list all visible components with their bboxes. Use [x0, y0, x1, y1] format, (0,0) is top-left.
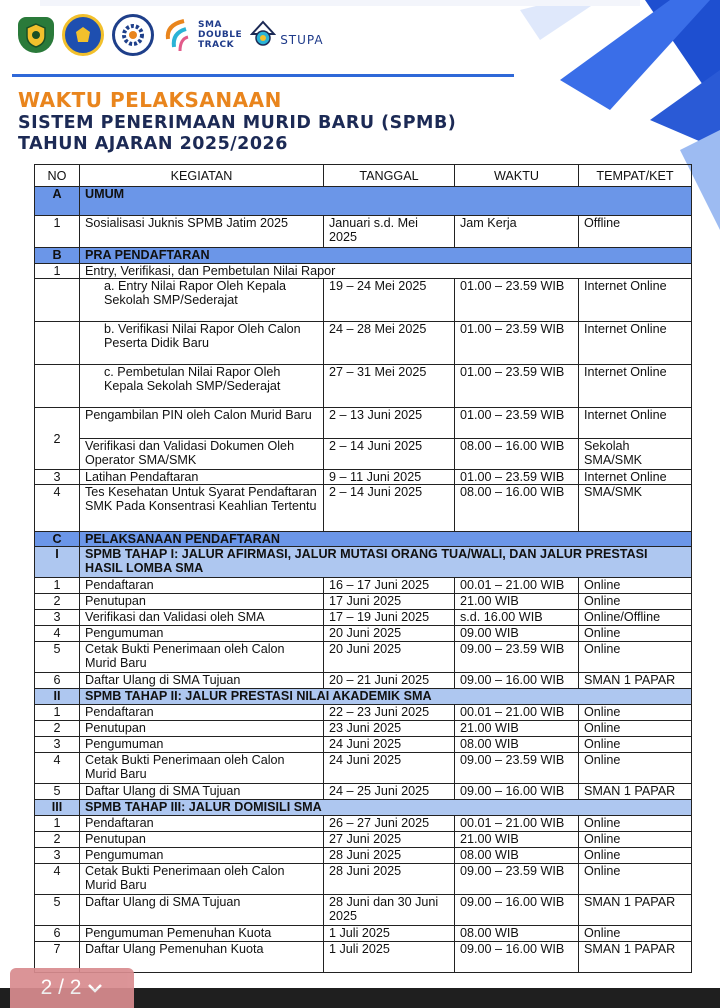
schedule-table [34, 164, 692, 973]
date-cell: 16 – 17 Juni 2025 [324, 578, 455, 594]
activity-cell: Daftar Ulang Pemenuhan Kuota [80, 942, 324, 973]
place-cell: Online [579, 705, 692, 721]
date-cell: 24 Juni 2025 [324, 737, 455, 753]
gear-crest-icon [112, 14, 154, 56]
place-cell: Internet Online [579, 365, 692, 408]
date-cell: 20 – 21 Juni 2025 [324, 673, 455, 689]
section-label: SPMB TAHAP I: JALUR AFIRMASI, JALUR MUTASI ORANG TUA/WALI, DAN JALUR PRESTASI HASIL LOMBA SMA [80, 547, 692, 578]
date-cell: 1 Juli 2025 [324, 942, 455, 973]
table-row [35, 832, 692, 848]
place-cell: Internet Online [579, 279, 692, 322]
activity-cell: Pendaftaran [80, 705, 324, 721]
row-number: 2 [35, 832, 80, 848]
time-cell: 01.00 – 23.59 WIB [455, 322, 579, 365]
place-cell: Online [579, 578, 692, 594]
title-line-2: SISTEM PENERIMAAN MURID BARU (SPMB) [18, 113, 457, 133]
table-row [35, 737, 692, 753]
row-number: II [35, 689, 80, 705]
date-cell: 1 Juli 2025 [324, 926, 455, 942]
section-label: SPMB TAHAP III: JALUR DOMISILI SMA [80, 800, 692, 816]
row-number: 5 [35, 642, 80, 673]
time-cell: 01.00 – 23.59 WIB [455, 470, 579, 485]
activity-cell: Tes Kesehatan Untuk Syarat Pendaftaran SMK Pada Konsentrasi Keahlian Tertentu [80, 485, 324, 532]
activity-cell: Cetak Bukti Penerimaan oleh Calon Murid Baru [80, 864, 324, 895]
place-cell: Internet Online [579, 322, 692, 365]
row-number: 1 [35, 216, 80, 248]
activity-cell: Cetak Bukti Penerimaan oleh Calon Murid Baru [80, 642, 324, 673]
header-divider [12, 74, 514, 77]
activity-cell: Verifikasi dan Validasi oleh SMA [80, 610, 324, 626]
date-cell: 28 Juni dan 30 Juni 2025 [324, 895, 455, 926]
time-cell: 21.00 WIB [455, 832, 579, 848]
place-cell: Online [579, 721, 692, 737]
time-cell: 09.00 – 23.59 WIB [455, 642, 579, 673]
table-row [35, 864, 692, 895]
row-number: 3 [35, 470, 80, 485]
time-cell: 01.00 – 23.59 WIB [455, 365, 579, 408]
stupa-logo-icon [250, 20, 276, 50]
row-number: 2 [35, 721, 80, 737]
date-cell: 26 – 27 Juni 2025 [324, 816, 455, 832]
row-number: 3 [35, 610, 80, 626]
table-row [35, 673, 692, 689]
date-cell: 2 – 13 Juni 2025 [324, 408, 455, 439]
table-row [35, 848, 692, 864]
activity-cell: Daftar Ulang di SMA Tujuan [80, 895, 324, 926]
row-number: A [35, 187, 80, 216]
table-row [35, 784, 692, 800]
date-cell: 19 – 24 Mei 2025 [324, 279, 455, 322]
header-tanggal: TANGGAL [324, 165, 455, 187]
place-cell: Online [579, 737, 692, 753]
table-row [35, 485, 692, 532]
activity-cell: b. Verifikasi Nilai Rapor Oleh Calon Peserta Didik Baru [80, 322, 324, 365]
row-number: 1 [35, 816, 80, 832]
activity-cell: c. Pembetulan Nilai Rapor Oleh Kepala Sekolah SMP/Sederajat [80, 365, 324, 408]
place-cell: SMA/SMK [579, 485, 692, 532]
logo-row [18, 14, 324, 56]
place-cell: SMAN 1 PAPAR [579, 942, 692, 973]
row-number: C [35, 532, 80, 547]
place-cell: Online [579, 926, 692, 942]
chevron-down-icon[interactable] [87, 982, 103, 994]
activity-cell: Cetak Bukti Penerimaan oleh Calon Murid Baru [80, 753, 324, 784]
top-strip [40, 0, 640, 6]
time-cell: 08.00 WIB [455, 848, 579, 864]
row-number: 5 [35, 784, 80, 800]
header-kegiatan: KEGIATAN [80, 165, 324, 187]
activity-cell: Pengambilan PIN oleh Calon Murid Baru [80, 408, 324, 439]
section-row [35, 532, 692, 547]
place-cell: Online [579, 864, 692, 895]
place-cell: SMAN 1 PAPAR [579, 895, 692, 926]
row-number [35, 322, 80, 365]
time-cell: 08.00 WIB [455, 926, 579, 942]
place-cell: Offline [579, 216, 692, 248]
time-cell: 08.00 WIB [455, 737, 579, 753]
time-cell: 09.00 – 16.00 WIB [455, 942, 579, 973]
activity-cell: Penutupan [80, 594, 324, 610]
date-cell: 27 Juni 2025 [324, 832, 455, 848]
row-number: 3 [35, 737, 80, 753]
row-number: 4 [35, 626, 80, 642]
date-cell: 24 Juni 2025 [324, 753, 455, 784]
jatim-crest-icon [18, 17, 54, 53]
section-row [35, 248, 692, 264]
row-number: 4 [35, 485, 80, 532]
section-label: PELAKSANAAN PENDAFTARAN [80, 532, 692, 547]
row-number: 5 [35, 895, 80, 926]
row-number: B [35, 248, 80, 264]
activity-cell: Pengumuman [80, 626, 324, 642]
section-label: UMUM [80, 187, 692, 216]
activity-cell: Latihan Pendaftaran [80, 470, 324, 485]
row-number: 3 [35, 848, 80, 864]
time-cell: 01.00 – 23.59 WIB [455, 279, 579, 322]
row-number: 6 [35, 926, 80, 942]
table-row [35, 816, 692, 832]
row-number: I [35, 547, 80, 578]
activity-cell: a. Entry Nilai Rapor Oleh Kepala Sekolah SMP/Sederajat [80, 279, 324, 322]
place-cell: Internet Online [579, 408, 692, 439]
table-row [35, 578, 692, 594]
row-number: 2 [35, 594, 80, 610]
place-cell: Internet Online [579, 470, 692, 485]
date-cell: 28 Juni 2025 [324, 864, 455, 895]
time-cell: 09.00 – 16.00 WIB [455, 673, 579, 689]
section-row [35, 187, 692, 216]
place-cell: Online/Offline [579, 610, 692, 626]
table-row [35, 942, 692, 973]
time-cell: 09.00 WIB [455, 626, 579, 642]
title-line-3: TAHUN AJARAN 2025/2026 [18, 134, 288, 154]
section-label: SPMB TAHAP II: JALUR PRESTASI NILAI AKADEMIK SMA [80, 689, 692, 705]
date-cell: 22 – 23 Juni 2025 [324, 705, 455, 721]
time-cell: 08.00 – 16.00 WIB [455, 485, 579, 532]
time-cell: s.d. 16.00 WIB [455, 610, 579, 626]
time-cell: 00.01 – 21.00 WIB [455, 816, 579, 832]
header-waktu: WAKTU [455, 165, 579, 187]
place-cell: SMAN 1 PAPAR [579, 784, 692, 800]
table-row [35, 264, 692, 279]
time-cell: 09.00 – 16.00 WIB [455, 895, 579, 926]
time-cell: Jam Kerja [455, 216, 579, 248]
activity-cell: Daftar Ulang di SMA Tujuan [80, 784, 324, 800]
header-no: NO [35, 165, 80, 187]
header-tempat: TEMPAT/KET [579, 165, 692, 187]
double-track-label: SMA DOUBLE TRACK [198, 20, 243, 50]
row-number: 1 [35, 578, 80, 594]
time-cell: 09.00 – 16.00 WIB [455, 784, 579, 800]
time-cell: 21.00 WIB [455, 594, 579, 610]
activity-cell: Penutupan [80, 721, 324, 737]
section-label: PRA PENDAFTARAN [80, 248, 692, 264]
time-cell: 09.00 – 23.59 WIB [455, 864, 579, 895]
table-row [35, 705, 692, 721]
date-cell: 20 Juni 2025 [324, 626, 455, 642]
stupa-label: STUPA [280, 33, 324, 47]
time-cell: 00.01 – 21.00 WIB [455, 705, 579, 721]
double-track-icon [162, 17, 190, 53]
time-cell: 21.00 WIB [455, 721, 579, 737]
row-number: 7 [35, 942, 80, 973]
date-cell: 2 – 14 Juni 2025 [324, 485, 455, 532]
row-number: 1 [35, 264, 80, 279]
date-cell: 17 – 19 Juni 2025 [324, 610, 455, 626]
table-row [35, 753, 692, 784]
date-cell: 23 Juni 2025 [324, 721, 455, 737]
activity-cell: Verifikasi dan Validasi Dokumen Oleh Operator SMA/SMK [80, 439, 324, 470]
table-row [35, 642, 692, 673]
place-cell: Online [579, 626, 692, 642]
date-cell: 27 – 31 Mei 2025 [324, 365, 455, 408]
date-cell: 9 – 11 Juni 2025 [324, 470, 455, 485]
time-cell: 00.01 – 21.00 WIB [455, 578, 579, 594]
activity-cell: Daftar Ulang di SMA Tujuan [80, 673, 324, 689]
row-number [35, 279, 80, 322]
row-number: 6 [35, 673, 80, 689]
row-number [35, 365, 80, 408]
date-cell: 24 – 28 Mei 2025 [324, 322, 455, 365]
row-number: 4 [35, 864, 80, 895]
date-cell: 28 Juni 2025 [324, 848, 455, 864]
place-cell: Online [579, 594, 692, 610]
place-cell: SMAN 1 PAPAR [579, 673, 692, 689]
school-crest-icon [62, 14, 104, 56]
row-number: 1 [35, 705, 80, 721]
activity-cell: Penutupan [80, 832, 324, 848]
date-cell: 2 – 14 Juni 2025 [324, 439, 455, 470]
date-cell: 24 – 25 Juni 2025 [324, 784, 455, 800]
time-cell: 09.00 – 23.59 WIB [455, 753, 579, 784]
place-cell: Online [579, 848, 692, 864]
activity-cell: Sosialisasi Juknis SPMB Jatim 2025 [80, 216, 324, 248]
place-cell: Online [579, 642, 692, 673]
table-row [35, 626, 692, 642]
activity-cell: Pengumuman [80, 848, 324, 864]
table-row [35, 470, 692, 485]
page-indicator-text: 2 / 2 [40, 976, 82, 999]
table-row [35, 365, 692, 408]
table-row [35, 408, 692, 439]
table-row [35, 610, 692, 626]
date-cell: 17 Juni 2025 [324, 594, 455, 610]
table-header-row [35, 165, 692, 187]
title-line-1: WAKTU PELAKSANAAN [18, 88, 282, 112]
activity-cell: Pengumuman Pemenuhan Kuota [80, 926, 324, 942]
table-row [35, 439, 692, 470]
place-cell: Online [579, 832, 692, 848]
activity-cell: Pendaftaran [80, 578, 324, 594]
table-row [35, 721, 692, 737]
page-indicator[interactable] [10, 968, 134, 1008]
table-row [35, 594, 692, 610]
date-cell: 20 Juni 2025 [324, 642, 455, 673]
table-body [35, 187, 692, 973]
table-row [35, 322, 692, 365]
row-number: 4 [35, 753, 80, 784]
row-number: III [35, 800, 80, 816]
date-cell: Januari s.d. Mei 2025 [324, 216, 455, 248]
time-cell: 08.00 – 16.00 WIB [455, 439, 579, 470]
place-cell: Online [579, 816, 692, 832]
time-cell: 01.00 – 23.59 WIB [455, 408, 579, 439]
subsection-row [35, 547, 692, 578]
table-row [35, 279, 692, 322]
row-number: 2 [35, 408, 80, 470]
place-cell: Online [579, 753, 692, 784]
table-row [35, 216, 692, 248]
activity-group-label: Entry, Verifikasi, dan Pembetulan Nilai Rapor [80, 264, 692, 279]
subsection-row [35, 800, 692, 816]
table-row [35, 926, 692, 942]
subsection-row [35, 689, 692, 705]
place-cell: Sekolah SMA/SMK [579, 439, 692, 470]
activity-cell: Pendaftaran [80, 816, 324, 832]
table-row [35, 895, 692, 926]
activity-cell: Pengumuman [80, 737, 324, 753]
